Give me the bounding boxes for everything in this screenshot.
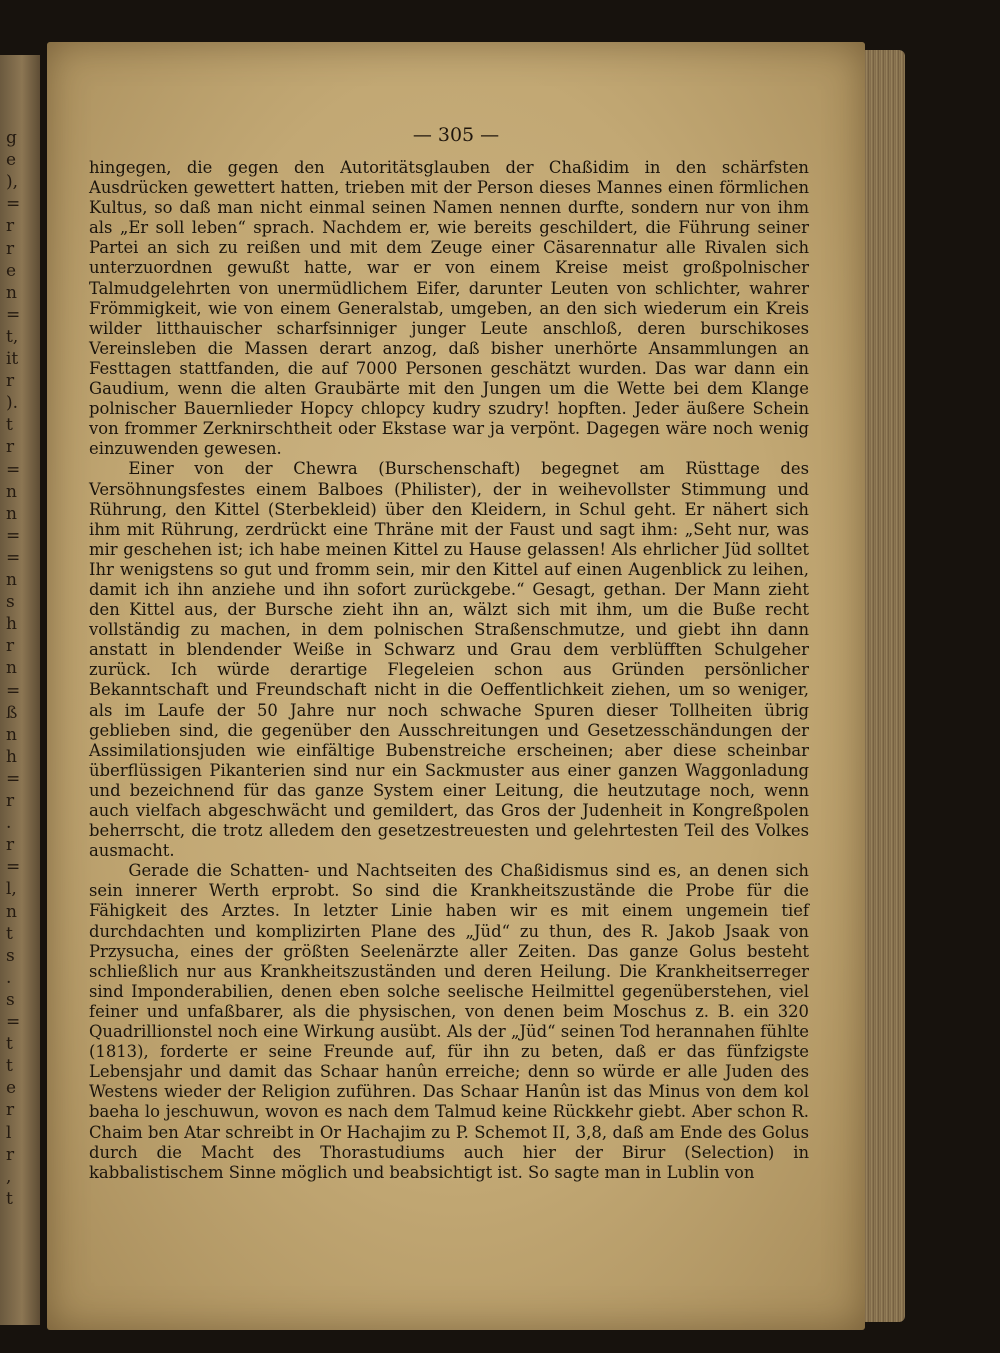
margin-fragment: t xyxy=(6,1188,13,1209)
margin-fragment: t xyxy=(6,923,13,944)
margin-fragment: r xyxy=(6,238,15,259)
margin-fragment: ß xyxy=(6,702,18,723)
margin-fragment: = xyxy=(6,459,21,480)
margin-fragment: = xyxy=(6,1012,21,1032)
margin-fragment: r xyxy=(6,437,15,458)
margin-fragment: t, xyxy=(6,326,19,347)
page-stack-edge xyxy=(865,50,905,1322)
margin-fragment: t xyxy=(6,1034,13,1055)
margin-fragment: r xyxy=(6,636,15,657)
paragraph: hingegen, die gegen den Autoritätsglauben der Chaßidim in den schärfsten Ausdrücken gewettert hatten, trieben mit der Person dieses Mannes einen förmlichen Kultus, so daß man nicht einmal seinen Namen nennen durfte, sondern nur von ihm als „Er soll leben“ sprach. Nachdem er, wie bereits geschildert, die Führung seiner Partei an sich zu reißen und mit dem Zeuge einer Cäsarennatur alle Rivalen sich unterzuordnen gewußt hatte, war er von einem Kreise meist großpolnischer Talmudgelehrten von unermüdlichem Eifer, darunter Leuten von schlichter, wahrer Frömmigkeit, wie von einem Generalstab, umgeben, an den sich wiederum ein Kreis wilder litthauischer scharfsinniger junger Leute anschloß, deren burschikoses Vereinsleben die Massen derart anzog, daß bisher unerhörte Ansammlungen an Festtagen stattfanden, die auf 7000 Personen geschätzt wurden. Das war dann ein Gaudium, wenn die alten Graubärte mit den Jungen um die Wette bei dem Klange polnischer Bauernlieder Hopcy chlopcy kudry szudry! hopften. Jeder äußere Schein von frommer Zerknirschtheit oder Ekstase war ja verpönt. Dagegen wäre noch wenig einzuwenden gewesen. xyxy=(89,158,809,459)
margin-fragment: = xyxy=(6,857,21,878)
margin-fragment: e xyxy=(6,260,17,281)
margin-fragment: n xyxy=(6,282,17,303)
margin-fragment: r xyxy=(6,1100,15,1121)
page-number: — 305 — xyxy=(412,124,500,146)
margin-fragment: = xyxy=(6,194,21,215)
margin-fragment: h xyxy=(6,614,17,635)
margin-fragment: e xyxy=(6,1078,17,1099)
paragraph: Gerade die Schatten- und Nachtseiten des Chaßidismus sind es, an denen sich sein innerer Werth erprobt. So sind die Krankheitszustände die Probe für die Fähigkeit des Arztes. In letzter Linie haben wir es mit einem ungemein tief durchdachten und komplizirten Plane des „Jüd“ zu thun, des R. Jakob Jsaak von Przysucha, eines der größten Seelenärzte aller Zeiten. Das ganze Golus besteht schließlich nur aus Krankheitszuständen und deren Heilung. Die Krankheitserreger sind Imponderabilien, denen eben solche seelische Heilmittel gegenüberstehen, viel feiner und unfaßbarer, als die physischen, von denen beim Moschus z. B. ein 320 Quadrillionstel noch eine Wirkung ausübt. Als der „Jüd“ seinen Tod herannahen fühlte (1813), forderte er seine Freunde auf, für ihn zu beten, daß er das fünfzigste Lebensjahr und damit das Schaar hanûn erreiche; denn so würde er alle Juden des Westens wieder der Religion zuführen. Das Schaar Hanûn ist das Minus von dem kol baeha lo jeschuwun, wovon es nach dem Talmud keine Rückkehr giebt. Aber schon R. Chaim ben Atar schreibt in Or Hachajim zu P. Schemot II, 3,8, daß am Ende des Golus durch die Macht des Thorastudiums auch hier der Birur (Selection) in kabbalistischem Sinne möglich und beabsichtigt ist. So sagte man in Lublin von xyxy=(89,861,809,1182)
margin-fragment: t xyxy=(6,415,13,436)
margin-fragment: r xyxy=(6,216,15,237)
margin-fragment: r xyxy=(6,1144,15,1165)
margin-fragment: n xyxy=(6,901,17,922)
margin-fragment: r xyxy=(6,835,15,856)
margin-fragment: = xyxy=(6,547,21,568)
margin-fragment: l, xyxy=(6,879,17,900)
margin-fragment: , xyxy=(6,1166,12,1187)
body-text xyxy=(89,158,809,1183)
margin-fragment: = xyxy=(6,304,21,325)
margin-fragment: = xyxy=(6,768,21,789)
margin-fragment: s xyxy=(6,945,15,966)
margin-fragment: . xyxy=(6,967,12,988)
margin-fragment: r xyxy=(6,371,15,392)
margin-fragment: e xyxy=(6,150,17,171)
margin-fragment: n xyxy=(6,570,17,590)
margin-fragment: h xyxy=(6,746,17,767)
margin-fragment: r xyxy=(6,791,15,811)
margin-fragment: = xyxy=(6,680,21,701)
margin-fragment: ), xyxy=(6,172,19,193)
paragraph: Einer von der Chewra (Burschenschaft) begegnet am Rüsttage des Versöhnungsfestes einem Balboes (Philister), der in weihevollster Stimmung und Rührung, den Kittel (Sterbekleid) über den Kleidern, in Schul geht. Er nähert sich ihm mit Rührung, zerdrückt eine Thräne mit der Faust und sagt ihm: „Seht nur, was mir geschehen ist; ich habe meinen Kittel zu Hause gelassen! Als ehrlicher Jüd solltet Ihr wenigstens so gut und fromm sein, mir den Kittel auf einen Augenblick zu leihen, damit ich ihn anziehe und ihn sofort zurückgebe.“ Gesagt, gethan. Der Mann zieht den Kittel aus, der Bursche zieht ihn an, wälzt sich mit ihm, um die Buße recht vollständig zu machen, in dem polnischen Straßenschmutze, und giebt ihn dann anstatt in blendender Weiße in Schwarz und Grau dem verblüfften Schulgeher zurück. Ich würde derartige Flegeleien schon aus Gründen persönlicher Bekanntschaft und Freundschaft nicht in die Oeffentlichkeit ziehen, um so weniger, als im Laufe der 50 Jahre nur noch schwache Spuren dieser Tollheiten übrig geblieben sind, die gegenüber den Ausschreitungen und Gesetzesschändungen der Assimilationsjuden wie einfältige Bubenstreiche erscheinen; aber diese scheinbar überflüssigen Pikanterien sind nur ein Sackmuster aus einer ganzen Waggonladung und bezeichnend für das ganze System einer Leitung, die heutzutage noch, wenn auch vielfach abgeschwächt und gemildert, das Gros der Judenheit in Kongreßpolen beherrscht, die trotz alledem den gesetzestreuesten und gelehrtesten Teil des Volkes ausmacht. xyxy=(89,459,809,861)
book-page xyxy=(47,42,865,1330)
margin-fragment: g xyxy=(6,128,17,148)
margin-fragment: s xyxy=(6,592,15,613)
margin-fragment: = xyxy=(6,525,21,546)
margin-fragment: n xyxy=(6,658,17,679)
margin-fragment: n xyxy=(6,481,17,502)
margin-fragment: . xyxy=(6,813,12,834)
margin-fragment: n xyxy=(6,503,17,524)
margin-fragment: t xyxy=(6,1056,13,1077)
margin-fragment: s xyxy=(6,989,15,1010)
margin-fragment: l xyxy=(6,1122,12,1143)
margin-fragment: it xyxy=(6,349,19,369)
previous-page-edge xyxy=(0,55,40,1325)
margin-fragment: ). xyxy=(6,393,19,414)
margin-fragment: n xyxy=(6,724,17,745)
